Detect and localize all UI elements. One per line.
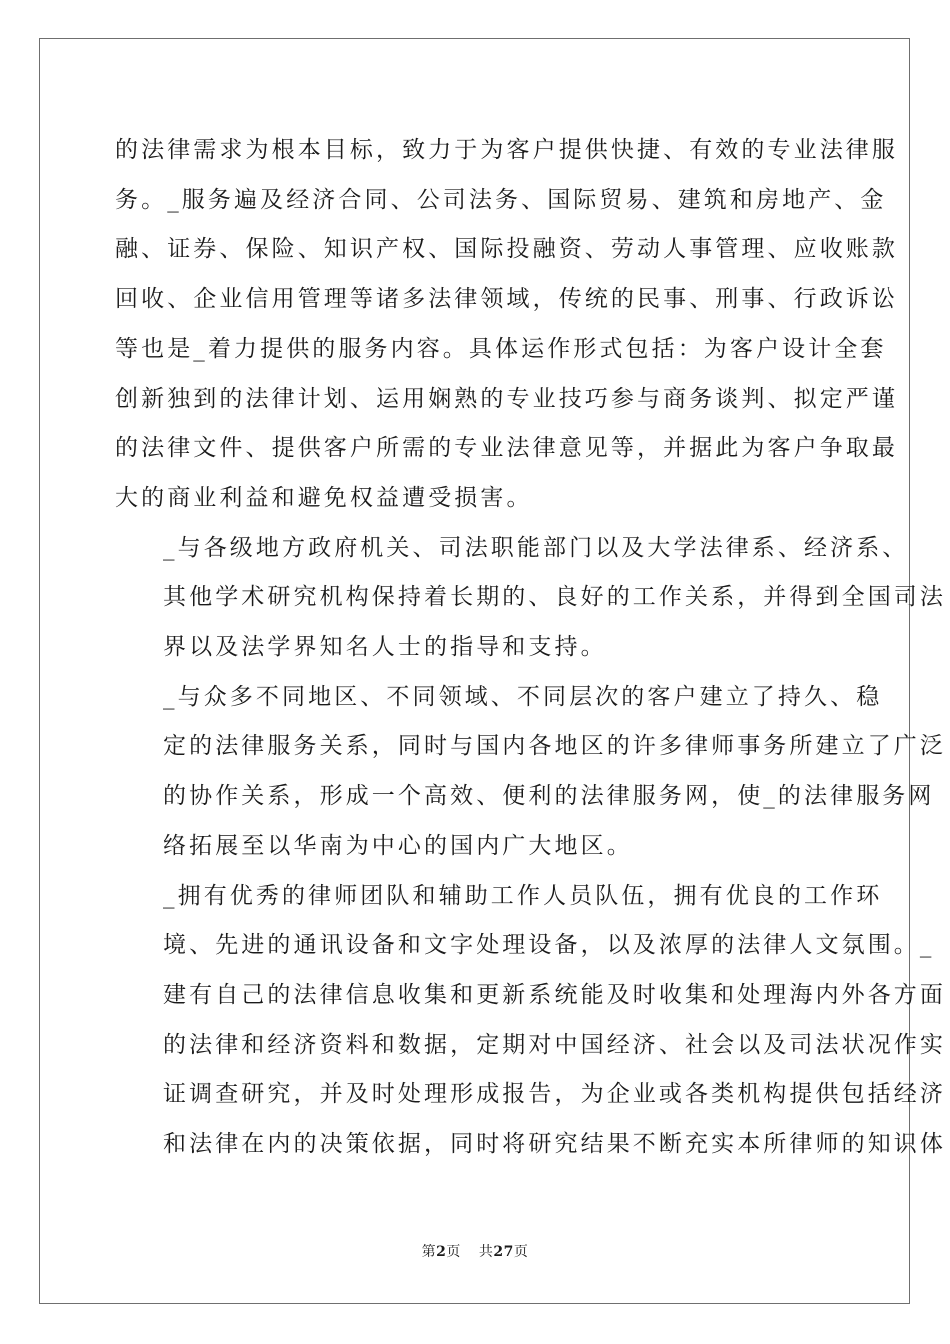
text-line: 的法律文件、提供客户所需的专业法律意见等，并据此为客户争取最 bbox=[115, 435, 898, 462]
text-line: 证调查研究，并及时处理形成报告，为企业或各类机构提供包括经济 bbox=[163, 1081, 946, 1108]
text-line: 回收、企业信用管理等诸多法律领域，传统的民事、刑事、行政诉讼 bbox=[115, 286, 898, 313]
text-line: 务。_服务遍及经济合同、公司法务、国际贸易、建筑和房地产、金 bbox=[115, 186, 887, 213]
text-line: 创新独到的法律计划、运用娴熟的专业技巧参与商务谈判、拟定严谨 bbox=[115, 385, 898, 412]
text-line: 的法律需求为根本目标，致力于为客户提供快捷、有效的专业法律服 bbox=[115, 137, 898, 163]
paragraph bbox=[115, 524, 946, 673]
text-line: 的法律和经济资料和数据，定期对中国经济、社会以及司法状况作实 bbox=[163, 1031, 946, 1058]
total-prefix: 共 bbox=[478, 1244, 494, 1260]
text-line: 的协作关系，形成一个高效、便利的法律服务网，使_的法律服务网 bbox=[163, 783, 935, 810]
paragraph bbox=[115, 673, 946, 872]
document-body bbox=[115, 126, 946, 1170]
paragraph bbox=[115, 872, 946, 1170]
text-line: _拥有优秀的律师团队和辅助工作人员队伍，拥有优良的工作环 bbox=[163, 882, 883, 909]
text-line: 界以及法学界知名人士的指导和支持。 bbox=[163, 634, 607, 661]
paragraph bbox=[115, 126, 898, 524]
text-line: 和法律在内的决策依据，同时将研究结果不断充实本所律师的知识体 bbox=[163, 1131, 946, 1158]
text-line: 大的商业利益和避免权益遭受损害。 bbox=[115, 484, 533, 511]
text-line: 建有自己的法律信息收集和更新系统能及时收集和处理海内外各方面 bbox=[163, 981, 946, 1008]
text-line: 络拓展至以华南为中心的国内广大地区。 bbox=[163, 832, 633, 859]
page-prefix: 第 bbox=[421, 1244, 437, 1260]
text-line: 定的法律服务关系，同时与国内各地区的许多律师事务所建立了广泛 bbox=[163, 733, 946, 760]
page-suffix: 页 bbox=[446, 1244, 461, 1260]
text-line: 等也是_着力提供的服务内容。具体运作形式包括：为客户设计全套 bbox=[115, 335, 887, 362]
current-page-number: 2 bbox=[436, 1244, 447, 1260]
text-line: 其他学术研究机构保持着长期的、良好的工作关系，并得到全国司法 bbox=[163, 584, 946, 611]
text-line: _与众多不同地区、不同领域、不同层次的客户建立了持久、稳 bbox=[163, 683, 883, 710]
text-line: 融、证券、保险、知识产权、国际投融资、劳动人事管理、应收账款 bbox=[115, 236, 898, 263]
total-suffix: 页 bbox=[513, 1244, 529, 1260]
total-page-count: 27 bbox=[493, 1244, 514, 1260]
text-line: 境、先进的通讯设备和文字处理设备，以及浓厚的法律人文氛围。_ bbox=[163, 932, 935, 959]
page-footer bbox=[0, 1241, 950, 1261]
text-line: _与各级地方政府机关、司法职能部门以及大学法律系、经济系、 bbox=[163, 534, 909, 561]
